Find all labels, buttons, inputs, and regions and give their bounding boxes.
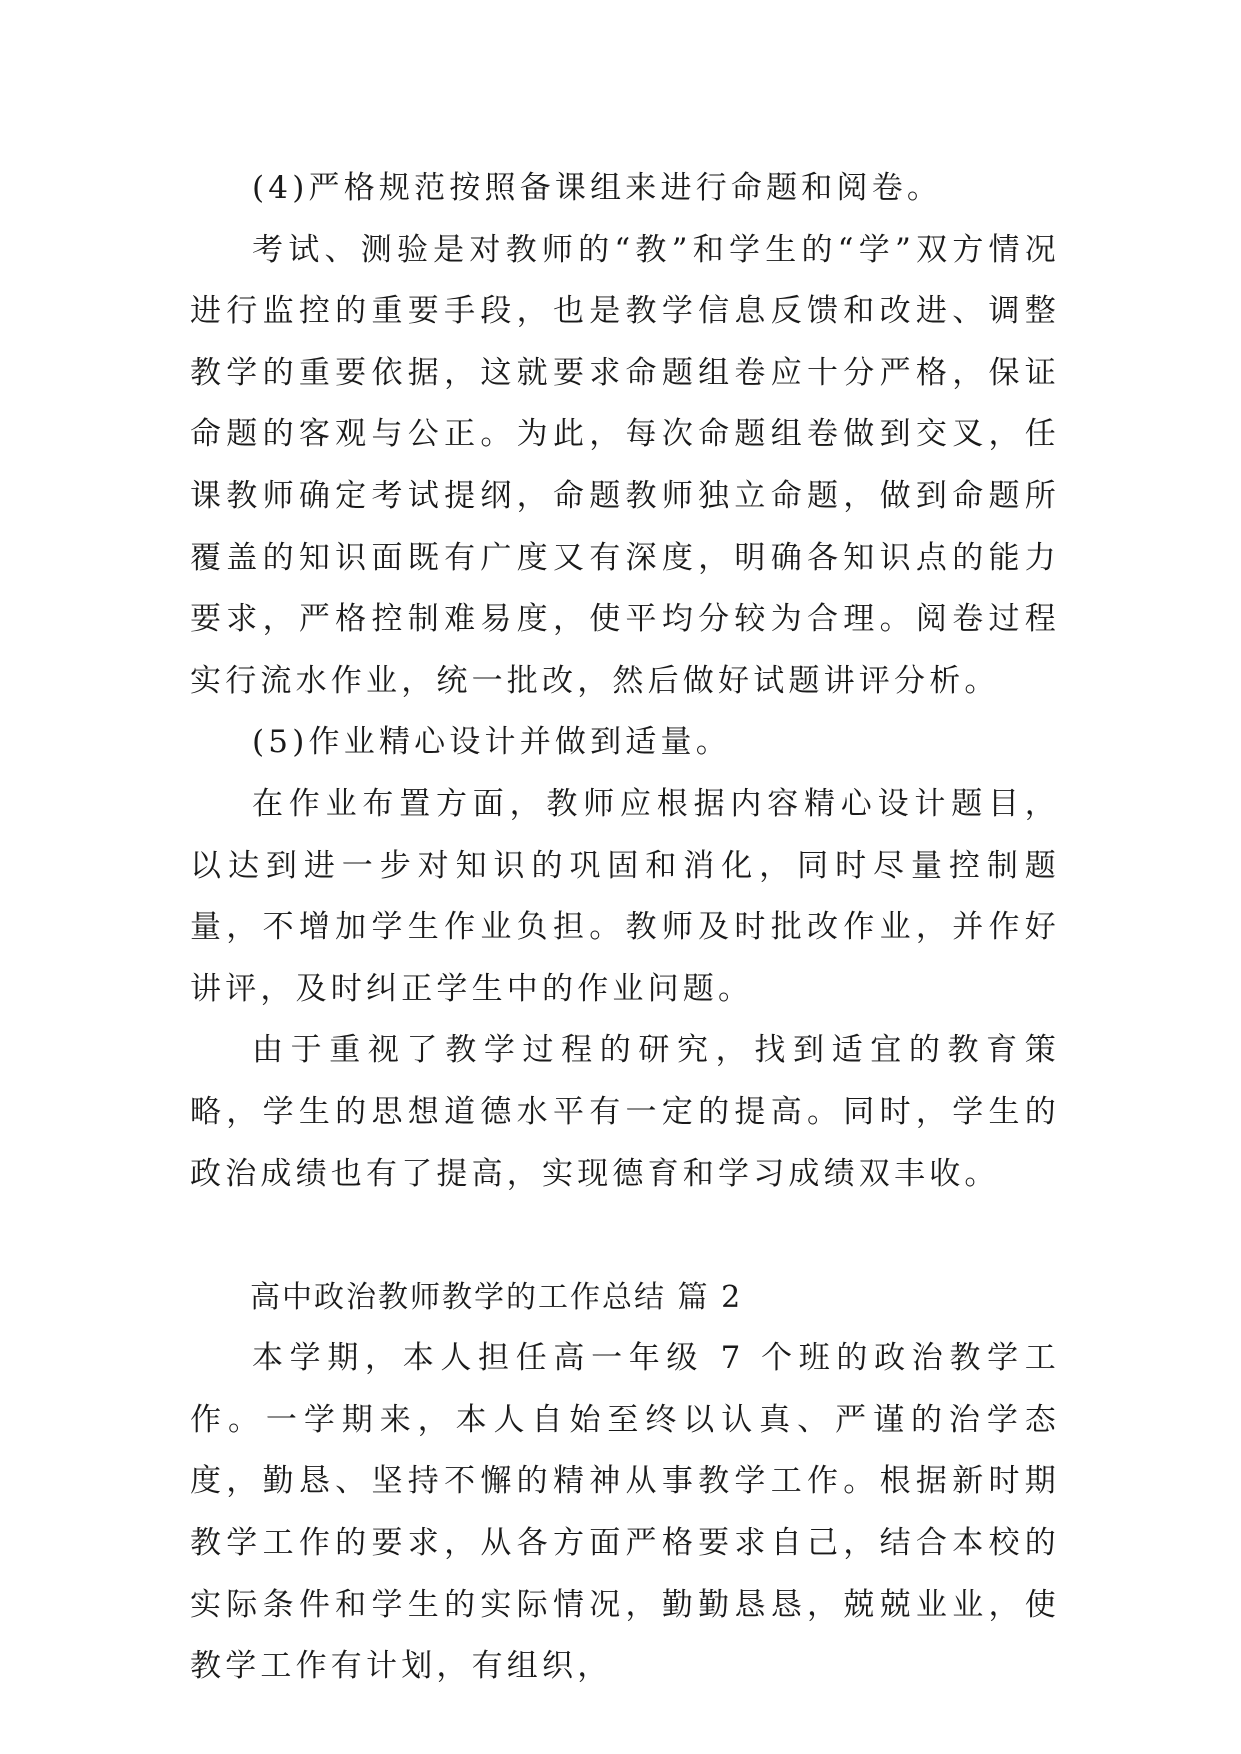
paragraph-item-4-heading: (4)严格规范按照备课组来进行命题和阅卷。 xyxy=(252,170,943,206)
paragraph-exam-monitoring: 考试、测验是对教师的“教”和学生的“学”双方情况进行监控的重要手段，也是教学信息反馈和改进、调整教学的重要依据，这就要求命题组卷应十分严格，保证命题的客观与公正。为此，每次命题组卷做到交叉，任课教师确定考试提纲，命题教师独立命题，做到命题所覆盖的知识面既有广度又有深度，明确各知识点的能力要求，严格控制难易度，使平均分较为合理。阅卷过程实行流水作业，统一批改，然后做好试题讲评分析。 xyxy=(190,231,1060,699)
document-body xyxy=(190,158,1060,1698)
paragraph-teaching-results: 由于重视了教学过程的研究，找到适宜的教育策略，学生的思想道德水平有一定的提高。同时，学生的政治成绩也有了提高，实现德育和学习成绩双丰收。 xyxy=(190,1032,1060,1192)
section-heading: 高中政治教师教学的工作总结 篇 2 xyxy=(250,1279,743,1315)
paragraph-item-5-heading: (5)作业精心设计并做到适量。 xyxy=(252,724,731,761)
paragraph-semester-intro: 本学期，本人担任高一年级 7 个班的政治教学工作。一学期来，本人自始至终以认真、严谨的治学态度，勤恳、坚持不懈的精神从事教学工作。根据新时期教学工作的要求，从各方面严格要求自己，结合本校的实际条件和学生的实际情况，勤勤恳恳，兢兢业业，使教学工作有计划，有组织， xyxy=(190,1340,1060,1685)
paragraph-homework-design: 在作业布置方面，教师应根据内容精心设计题目，以达到进一步对知识的巩固和消化，同时尽量控制题量，不增加学生作业负担。教师及时批改作业，并作好讲评，及时纠正学生中的作业问题。 xyxy=(190,785,1060,1007)
